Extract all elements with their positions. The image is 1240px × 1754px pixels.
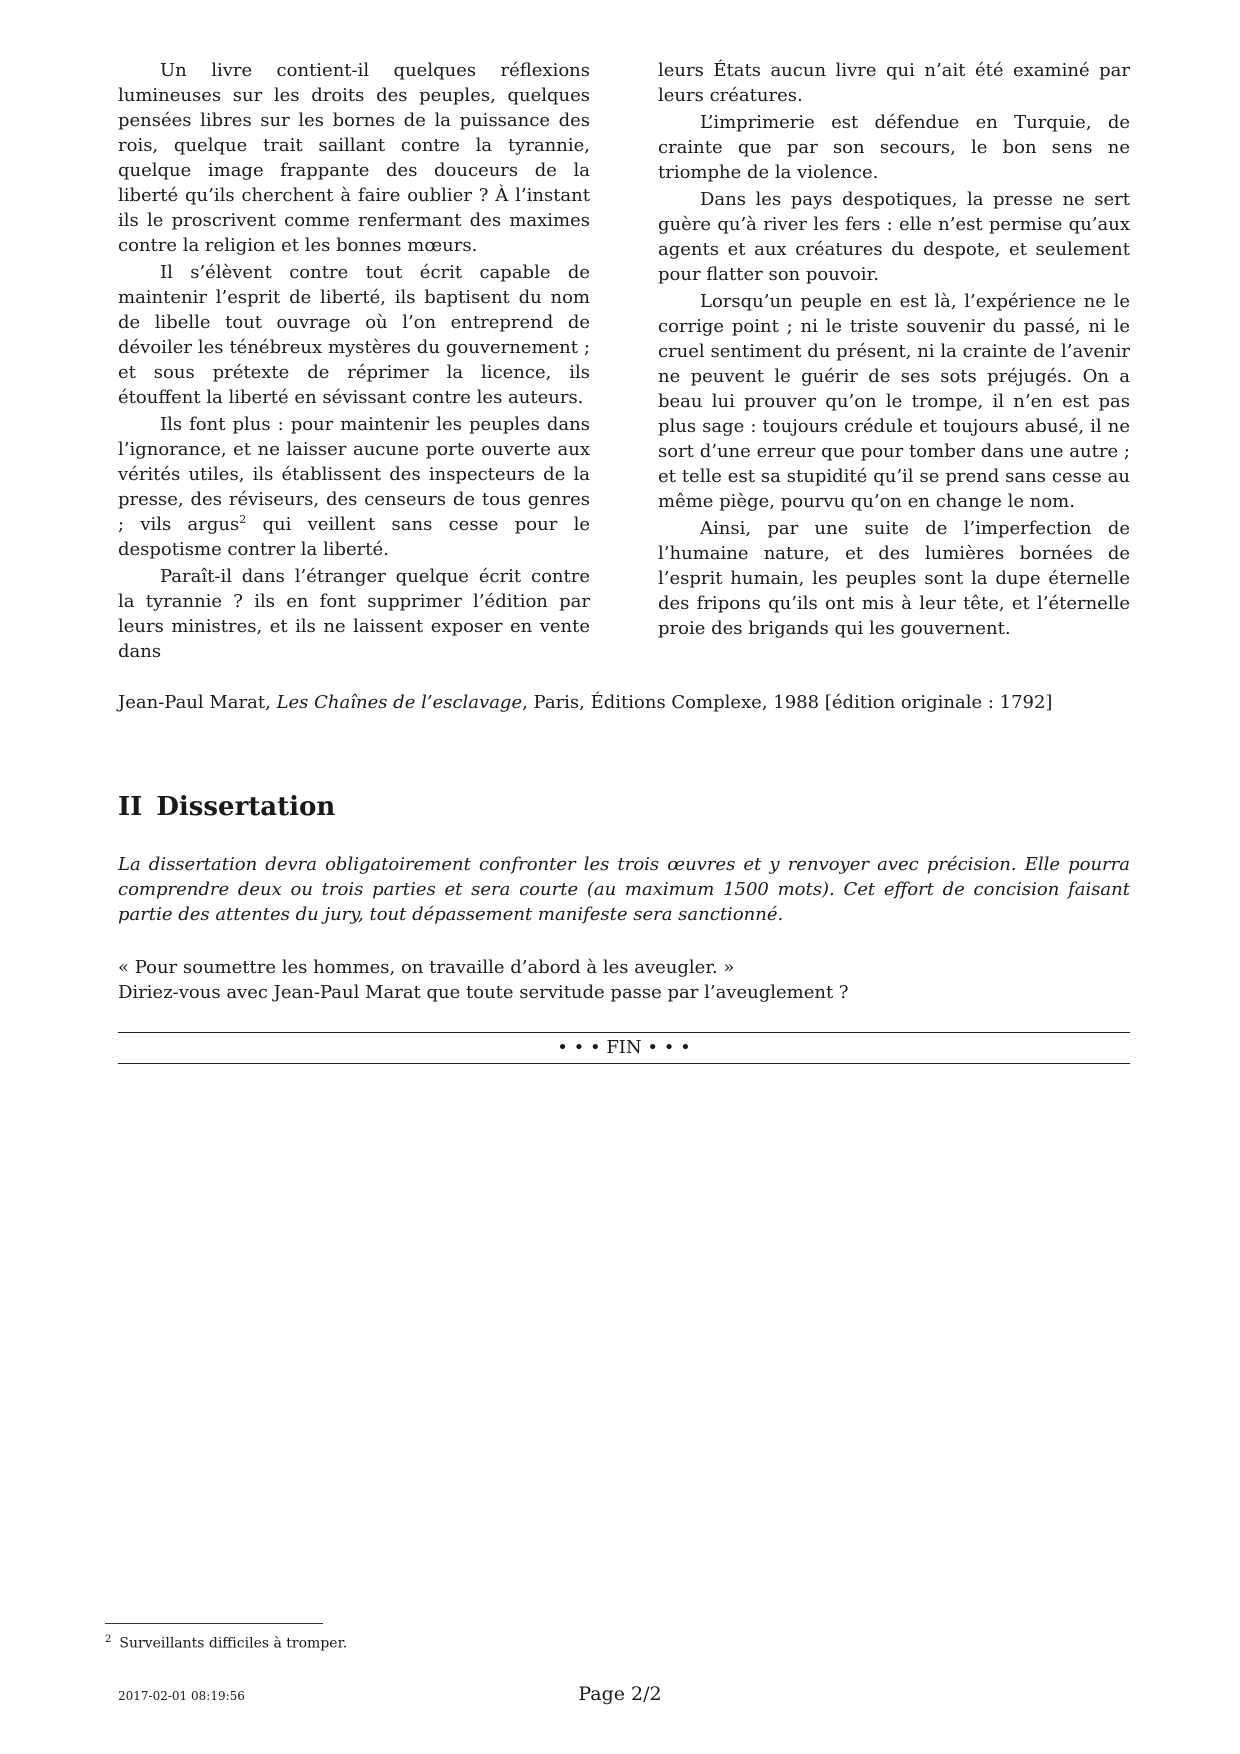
paragraph: Il s’élèvent contre tout écrit capable de maintenir l’esprit de liberté, ils baptisent du nom de libelle tout ouvrage où l’on entreprend de dévoiler les ténébreux mystères du gouvernement ; et sous prétexte de réprimer la licence, ils étouffent la liberté en sévissant contre les auteurs.: [118, 262, 590, 408]
paragraph-text: Ils font plus : pour maintenir les peuples dans l’ignorance, et ne laisser aucune porte ouverte aux vérités utiles, ils établissent des inspecteurs de la presse, des réviseurs, des censeurs de tous genres ; vils argus: [118, 414, 590, 535]
subject-quote: « Pour soumettre les hommes, on travaille d’abord à les aveugler. »: [118, 957, 735, 978]
dissertation-instructions: La dissertation devra obligatoirement confronter les trois œuvres et y renvoyer avec précision. Elle pourra comprendre deux ou trois parties et sera courte (au maximum 1500 mots). Cet effort de concision faisant partie des attentes du jury, tout dépassement manifeste sera sanctionné.: [118, 854, 1130, 925]
end-marker: • • • FIN • • •: [557, 1037, 691, 1058]
dissertation-subject: [118, 955, 1130, 1005]
text-columns: [118, 58, 1130, 666]
footnote-mark: 2: [105, 1634, 112, 1645]
column-right: [658, 58, 1130, 666]
divider: [118, 1063, 1130, 1064]
footnote-reference: 2: [239, 513, 247, 526]
column-left: [118, 58, 590, 666]
section-heading: [118, 790, 335, 824]
paragraph: Lorsqu’un peuple en est là, l’expérience ne le corrige point ; ni le triste souvenir du passé, ni le cruel sentiment du présent, ni la crainte de l’avenir ne peuvent le guérir de ses sots préjugés. On a beau lui prouver qu’on le trompe, il n’en est pas plus sage : toujours crédule et toujours abusé, il ne sort d’une erreur que pour tomber dans une autre ; et telle est sa stupidité qu’il se prend sans cesse au même piège, pourvu qu’on en change le nom.: [658, 291, 1130, 512]
footnote-text: Surveillants difficiles à tromper.: [119, 1635, 348, 1652]
paragraph: Ainsi, par une suite de l’imperfection de l’humaine nature, et des lumières bornées de l’esprit humain, les peuples sont la dupe éternelle des fripons qu’ils ont mis à leur tête, et l’éternelle proie des brigands qui les gouvernent.: [658, 518, 1130, 639]
source-citation: [118, 690, 1130, 715]
paragraph: Paraît-il dans l’étranger quelque écrit contre la tyrannie ? ils en font supprimer l’édition par leurs ministres, et ils ne laissent exposer en vente dans: [118, 566, 590, 662]
section-title: Dissertation: [156, 792, 336, 822]
page-number: Page 2/2: [578, 1683, 662, 1705]
footer-timestamp: 2017-02-01 08:19:56: [118, 1689, 245, 1703]
paragraph-with-footnote: [118, 412, 590, 562]
paragraph: L’imprimerie est défendue en Turquie, de crainte que par son secours, le bon sens ne triomphe de la violence.: [658, 112, 1130, 183]
divider: [118, 1032, 1130, 1033]
paragraph: Dans les pays despotiques, la presse ne sert guère qu’à river les fers : elle n’est permise qu’aux agents et aux créatures du despote, et seulement pour flatter son pouvoir.: [658, 189, 1130, 285]
footnote-divider: [105, 1623, 323, 1624]
paragraph: Un livre contient-il quelques réflexions lumineuses sur les droits des peuples, quelques pensées libres sur les bornes de la puissance des rois, quelque trait saillant contre la tyrannie, quelque image frappante des douceurs de la liberté qu’ils cherchent à faire oublier ? À l’instant ils le proscrivent comme renfermant des maximes contre la religion et les bonnes mœurs.: [118, 60, 590, 256]
citation-details: , Paris, Éditions Complexe, 1988 [édition originale : 1792]: [522, 692, 1053, 713]
citation-title: Les Chaînes de l’esclavage: [276, 692, 523, 713]
paragraph-text: qui veillent sans cesse pour le despotisme contrer la liberté.: [118, 514, 590, 560]
citation-author: Jean-Paul Marat,: [118, 692, 277, 713]
section-number: II: [118, 792, 143, 822]
footnote: [105, 1630, 347, 1654]
paragraph-continuation: leurs États aucun livre qui n’ait été examiné par leurs créatures.: [658, 60, 1130, 106]
subject-question: Diriez-vous avec Jean-Paul Marat que toute servitude passe par l’aveuglement ?: [118, 982, 849, 1003]
